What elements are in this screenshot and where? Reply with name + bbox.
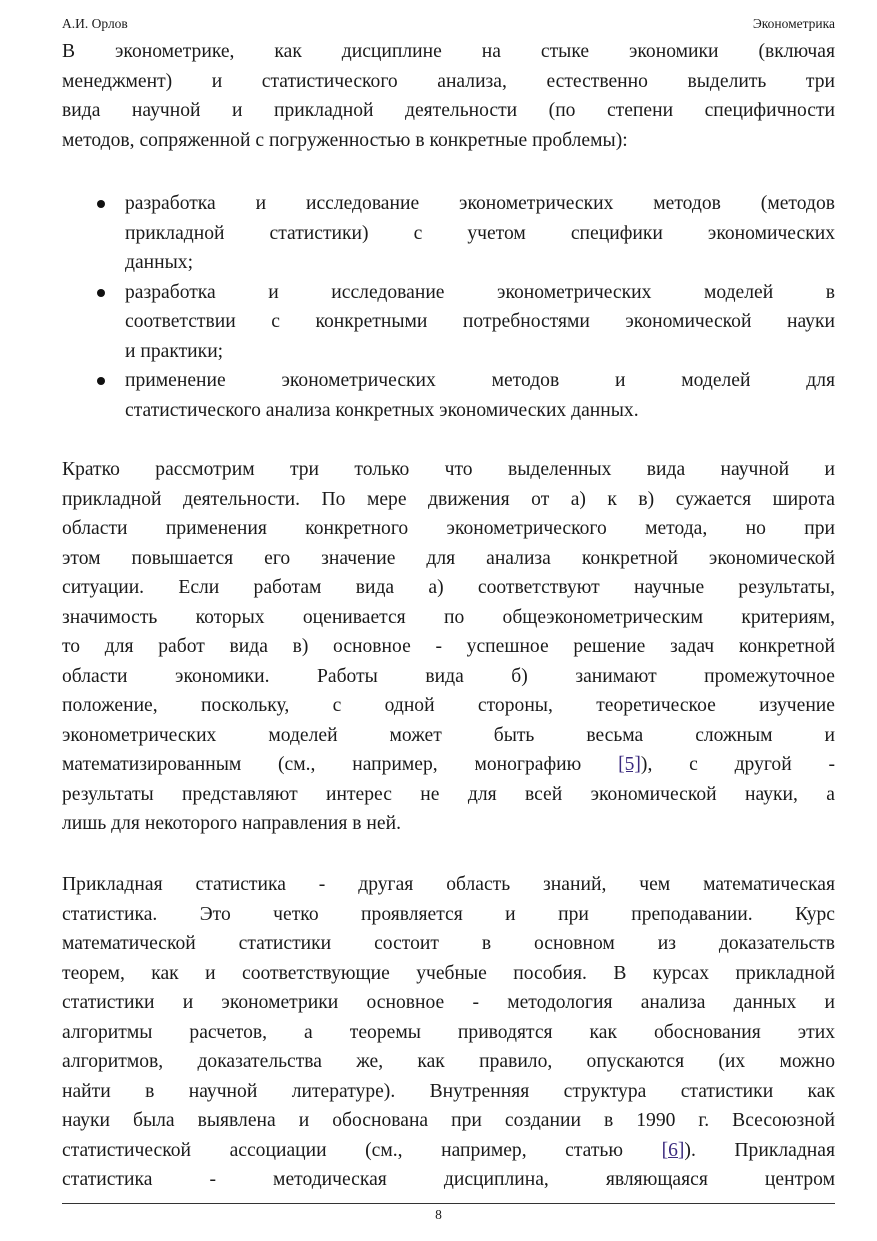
text-line: этом повышается его значение для анализа конкретной экономической: [62, 547, 835, 569]
text-segment: ). Прикладная: [684, 1139, 835, 1161]
bullet-list: [62, 189, 835, 425]
paragraph-intro: [62, 37, 835, 155]
text-line: статистики и эконометрики основное - методология анализа данных и: [62, 992, 835, 1013]
paragraph-prikladnaya: [62, 870, 835, 1195]
text-line: положение, поскольку, с одной стороны, теоретическое изучение: [62, 695, 835, 716]
text-line: алгоритмы расчетов, а теоремы приводятся как обоснования этих: [62, 1021, 835, 1043]
running-header-author: А.И. Орлов: [62, 16, 128, 31]
text-line: области применения конкретного эконометрического метода, но при: [62, 518, 835, 539]
list-item: [62, 189, 835, 278]
text-line: данных;: [125, 252, 194, 273]
text-line: вида научной и прикладной деятельности (по степени специфичности: [62, 100, 835, 121]
text-line: разработка и исследование эконометрических методов (методов: [125, 193, 835, 214]
text-line: алгоритмов, доказательства же, как правило, опускаются (их можно: [62, 1051, 835, 1072]
text-line: статистического анализа конкретных экономических данных.: [125, 399, 639, 421]
text-line: то для работ вида в) основное - успешное решение задач конкретной: [62, 636, 835, 657]
paragraph-kratko: [62, 455, 835, 839]
text-line: ситуации. Если работам вида а) соответствуют научные результаты,: [62, 577, 835, 598]
text-line: [62, 750, 835, 780]
text-line: области экономики. Работы вида б) занимают промежуточное: [62, 665, 835, 687]
text-segment: статистической ассоциации (см., например, статью: [62, 1139, 662, 1161]
text-line: значимость которых оценивается по общеэконометрическим критериям,: [62, 606, 835, 628]
bullet-icon: [97, 200, 105, 208]
bullet-icon: [97, 289, 105, 297]
list-item: [62, 278, 835, 367]
text-line: разработка и исследование эконометрических моделей в: [125, 281, 835, 303]
text-line: В эконометрике, как дисциплине на стыке экономики (включая: [62, 41, 835, 62]
text-line: Прикладная статистика - другая область знаний, чем математическая: [62, 874, 835, 895]
text-line: науки была выявлена и обоснована при создании в 1990 г. Всесоюзной: [62, 1110, 835, 1131]
page-number: 8: [435, 1207, 442, 1222]
text-segment: математизированным (см., например, монографию: [62, 754, 619, 775]
text-line: Кратко рассмотрим три только что выделенных вида научной и: [62, 459, 835, 480]
text-line: математической статистики состоит в основном из доказательств: [62, 933, 835, 954]
text-segment: ), с другой -: [640, 754, 835, 775]
bullet-icon: [97, 377, 105, 385]
reference-link[interactable]: [6]: [661, 1139, 685, 1161]
reference-link[interactable]: [5]: [618, 754, 641, 775]
footer-rule: [62, 1203, 835, 1204]
running-header-title: Эконометрика: [752, 16, 835, 31]
list-item: [62, 366, 835, 425]
text-line: найти в научной литературе). Внутренняя структура статистики как: [62, 1080, 835, 1102]
text-line: менеджмент) и статистического анализа, естественно выделить три: [62, 70, 835, 92]
text-line: результаты представляют интерес не для всей экономической науки, а: [62, 783, 835, 805]
text-line: лишь для некоторого направления в ней.: [62, 813, 401, 834]
text-line: теорем, как и соответствующие учебные пособия. В курсах прикладной: [62, 962, 835, 984]
text-line: статистика. Это четко проявляется и при преподавании. Курс: [62, 903, 835, 925]
text-line: прикладной статистики) с учетом специфики экономических: [125, 222, 835, 244]
text-line: применение эконометрических методов и моделей для: [125, 370, 835, 391]
text-line: эконометрических моделей может быть весьма сложным и: [62, 724, 835, 746]
text-line: [62, 1136, 835, 1166]
text-line: методов, сопряженной с погруженностью в конкретные проблемы):: [62, 129, 628, 151]
text-line: статистика - методическая дисциплина, являющаяся центром: [62, 1169, 835, 1190]
text-line: соответствии с конкретными потребностями экономической науки: [125, 311, 835, 332]
text-line: прикладной деятельности. По мере движения от а) к в) сужается широта: [62, 488, 835, 510]
text-line: и практики;: [125, 340, 224, 362]
